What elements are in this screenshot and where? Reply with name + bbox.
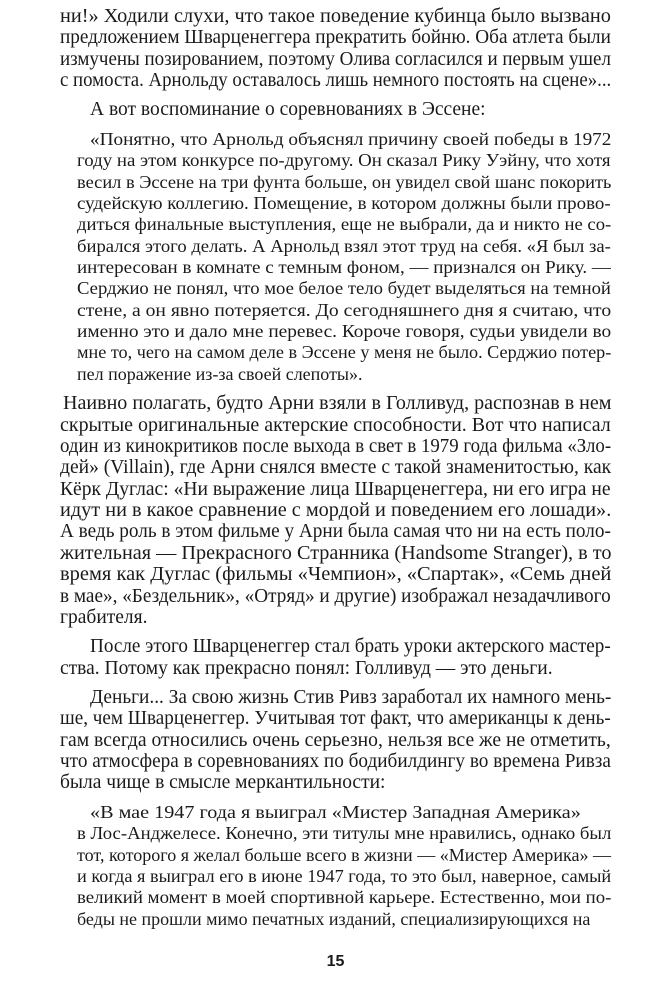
- quote-line: пел поражение из-за своей слепоты».: [77, 363, 363, 384]
- paragraph-line: Наивно полагать, будто Арни взяли в Голливуд, распознав в нем: [63, 393, 612, 415]
- quote-line: тот, которого я желал больше всего в жизни — «Мистер Америка» —: [77, 844, 612, 865]
- paragraph-line: предложением Шварценеггера прекратить бойню. Оба атлета были: [60, 27, 611, 49]
- paragraph-line: После этого Шварценеггер стал брать уроки актерского мастер-: [90, 636, 611, 658]
- page-number: 15: [326, 953, 345, 970]
- paragraph-line: в мае», «Бездельник», «Отряд» и другие) изображал незадачливого: [60, 585, 611, 607]
- paragraph-line: с помоста. Арнольду оставалось лишь немного постоять на сцене»...: [60, 70, 612, 92]
- paragraph-line: время как Дуглас (фильмы «Чемпион», «Спартак», «Семь дней: [60, 564, 612, 586]
- paragraph-line: измучены позированием, поэтому Олива согласился и первым ушел: [60, 48, 611, 70]
- paragraph-line: грабителя.: [60, 606, 148, 628]
- quote-line: «Понятно, что Арнольд объяснял причину своей победы в 1972: [90, 128, 612, 149]
- paragraph-line: жительная — Прекрасного Странника (Handsome Stranger), в то: [60, 542, 612, 564]
- quote-line: беды не прошли мимо печатных изданий, специализирующихся на: [77, 908, 591, 929]
- paragraph-line: Деньги... За свою жизнь Стив Ривз заработал их намного мень-: [90, 686, 612, 708]
- paragraph-line: ни!» Ходили слухи, что такое поведение кубинца было вызвано: [60, 6, 611, 27]
- paragraph-line: идут ни в какое сравнение с мордой и поведением его лошади».: [60, 500, 612, 522]
- paragraph-line: была чище в смысле меркантильности:: [60, 772, 386, 794]
- quote-line: году на этом конкурсе по-другому. Он сказал Рику Уэйну, что хотя: [77, 150, 611, 171]
- paragraph-line: скрытые оригинальные актерские способности. Вот что написал: [60, 414, 611, 436]
- paragraph-line: А ведь роль в этом фильме у Арни была самая что ни на есть поло-: [60, 521, 611, 543]
- quote-line: стене, а он явно потеряется. До сегодняшнего дня я считаю, что: [77, 299, 612, 320]
- quote-line: именно это и дало мне перевес. Короче говоря, судьи увидели во: [77, 321, 612, 342]
- paragraph-line: ше, чем Шварценеггер. Учитывая тот факт, что американцы к день-: [60, 708, 611, 730]
- quote-line: бирался этого делать. А Арнольд взял этот труд на себя. «Я был за-: [77, 235, 611, 256]
- paragraph-line: ства. Потому как прекрасно понял: Голливуд — это деньги.: [60, 657, 553, 679]
- paragraph-line: что атмосфера в соревнованиях по бодибилдингу во времена Ривза: [60, 751, 611, 773]
- paragraph-line: А вот воспоминание о соревнованиях в Эссене:: [90, 99, 486, 121]
- quote-line: диться финальные выступления, еще не выбрали, да и никто не со-: [77, 214, 612, 235]
- paragraph-line: дей» (Villain), где Арни снялся вместе с такой знаменитостью, как: [60, 457, 612, 479]
- paragraph-line: один из кинокритиков после выхода в свет в 1979 года фильма «Зло-: [60, 435, 612, 457]
- quote-line: великий момент в моей спортивной карьере. Естественно, мои по-: [77, 887, 612, 908]
- quote-line: «В мае 1947 года я выиграл «Мистер Западная Америка»: [90, 801, 581, 822]
- quote-line: судейскую коллегию. Помещение, в котором должны были прово-: [77, 192, 611, 213]
- paragraph-line: гам всегда относились очень серьезно, нельзя все же не отметить,: [60, 729, 611, 751]
- paragraph-line: Кёрк Дуглас: «Ни выражение лица Шварценеггера, ни его игра не: [60, 478, 611, 500]
- quote-line: в Лос-Анджелесе. Конечно, эти титулы мне нравились, однако был: [77, 823, 612, 844]
- quote-line: Серджио не понял, что мое белое тело будет выделяться на темной: [77, 278, 611, 299]
- quote-line: и когда я выиграл его в июне 1947 года, то это был, наверное, самый: [77, 865, 612, 886]
- quote-line: мне то, чего на самом деле в Эссене у меня не было. Серджио потер-: [77, 342, 612, 363]
- quote-line: интересован в комнате с темным фоном, — признался он Рику. —: [77, 257, 611, 278]
- quote-line: весил в Эссене на три фунта больше, он увидел свой шанс покорить: [77, 171, 612, 192]
